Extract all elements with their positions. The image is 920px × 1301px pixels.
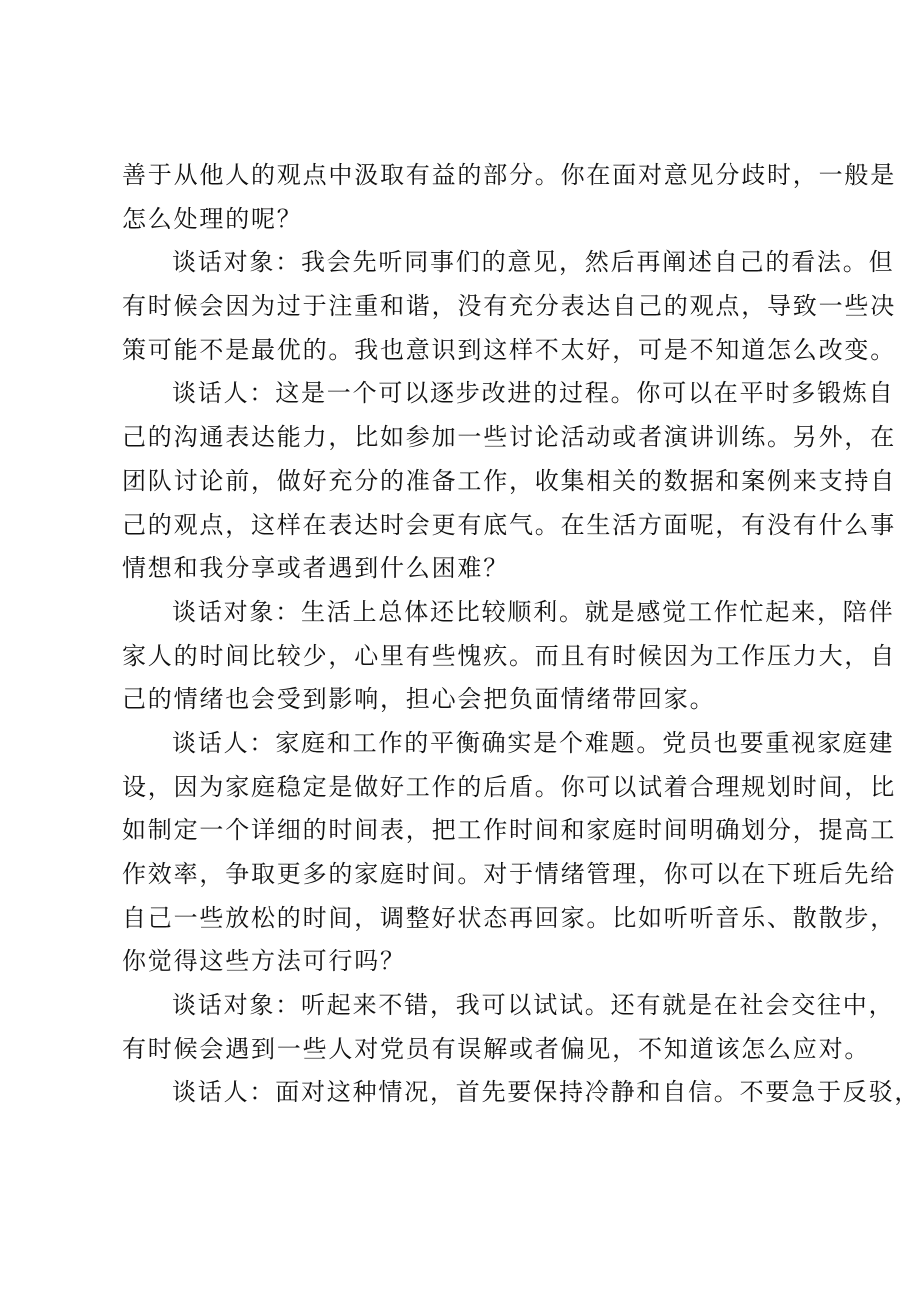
- text-line: 己的情绪也会受到影响，担心会把负面情绪带回家。: [122, 685, 716, 714]
- text-line: 己的观点，这样在表达时会更有底气。在生活方面呢，有没有什么事: [122, 510, 896, 539]
- text-line: 团队讨论前，做好充分的准备工作，收集相关的数据和案例来支持自: [122, 466, 896, 495]
- text-line: 谈话人：面对这种情况，首先要保持冷静和自信。不要急于反驳，: [172, 1078, 920, 1107]
- text-line: 有时候会因为过于注重和谐，没有充分表达自己的观点，导致一些决: [122, 292, 896, 321]
- text-line: 家人的时间比较少，心里有些愧疚。而且有时候因为工作压力大，自: [122, 641, 896, 670]
- text-line: 设，因为家庭稳定是做好工作的后盾。你可以试着合理规划时间，比: [122, 772, 896, 801]
- text-line: 善于从他人的观点中汲取有益的部分。你在面对意见分歧时，一般是: [122, 161, 896, 189]
- text-line: 策可能不是最优的。我也意识到这样不太好，可是不知道怎么改变。: [122, 335, 896, 364]
- text-line: 己的沟通表达能力，比如参加一些讨论活动或者演讲训练。另外，在: [122, 423, 896, 452]
- text-line: 情想和我分享或者遇到什么困难？: [122, 554, 509, 583]
- text-line: 你觉得这些方法可行吗？: [122, 947, 406, 976]
- text-line: 谈话人：这是一个可以逐步改进的过程。你可以在平时多锻炼自: [172, 379, 895, 408]
- text-line: 自己一些放松的时间，调整好状态再回家。比如听听音乐、散散步，: [122, 903, 896, 932]
- text-line: 谈话对象：听起来不错，我可以试试。还有就是在社会交往中，: [172, 991, 895, 1020]
- text-line: 谈话人：家庭和工作的平衡确实是个难题。党员也要重视家庭建: [172, 728, 895, 757]
- text-line: 怎么处理的呢？: [122, 204, 303, 233]
- text-line: 有时候会遇到一些人对党员有误解或者偏见，不知道该怎么应对。: [122, 1034, 871, 1063]
- dialogue-text: [122, 154, 920, 1115]
- text-line: 如制定一个详细的时间表，把工作时间和家庭时间明确划分，提高工: [122, 816, 896, 845]
- text-line: 谈话对象：我会先听同事们的意见，然后再阐述自己的看法。但: [172, 248, 895, 277]
- text-line: 谈话对象：生活上总体还比较顺利。就是感觉工作忙起来，陪伴: [172, 597, 895, 626]
- text-line: 作效率，争取更多的家庭时间。对于情绪管理，你可以在下班后先给: [122, 860, 896, 888]
